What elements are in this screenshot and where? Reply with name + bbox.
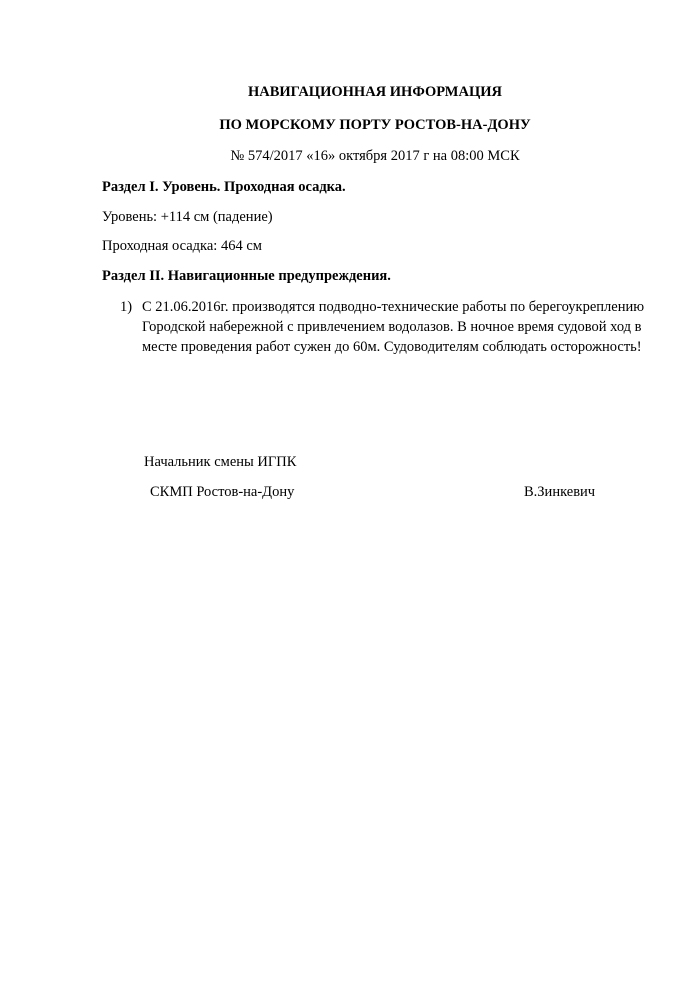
- document-title: НАВИГАЦИОННАЯ ИНФОРМАЦИЯ: [247, 84, 502, 100]
- document-subtitle: ПО МОРСКОМУ ПОРТУ РОСТОВ-НА-ДОНУ: [219, 117, 531, 133]
- warning-text-line: С 21.06.2016г. производятся подводно-технические работы по берегоукреплению: [142, 299, 645, 315]
- passage-draft: Проходная осадка: 464 см: [102, 238, 262, 254]
- warning-text-line: месте проведения работ сужен до 60м. Судоводителям соблюдать осторожность!: [142, 339, 642, 355]
- signatory-role: Начальник смены ИГПК: [144, 454, 297, 470]
- warning-text-line: Городской набережной с привлечением водолазов. В ночное время судовой ход в: [142, 319, 642, 335]
- section-2-heading: Раздел II. Навигационные предупреждения.: [102, 268, 391, 284]
- document-number-date: № 574/2017 «16» октября 2017 г на 08:00 МСК: [230, 148, 520, 164]
- signatory-name: В.Зинкевич: [524, 484, 596, 500]
- section-1-heading: Раздел I. Уровень. Проходная осадка.: [102, 179, 346, 195]
- water-level: Уровень: +114 см (падение): [102, 209, 273, 225]
- signatory-organization: СКМП Ростов-на-Дону: [150, 484, 295, 500]
- list-item-number: 1): [120, 299, 133, 315]
